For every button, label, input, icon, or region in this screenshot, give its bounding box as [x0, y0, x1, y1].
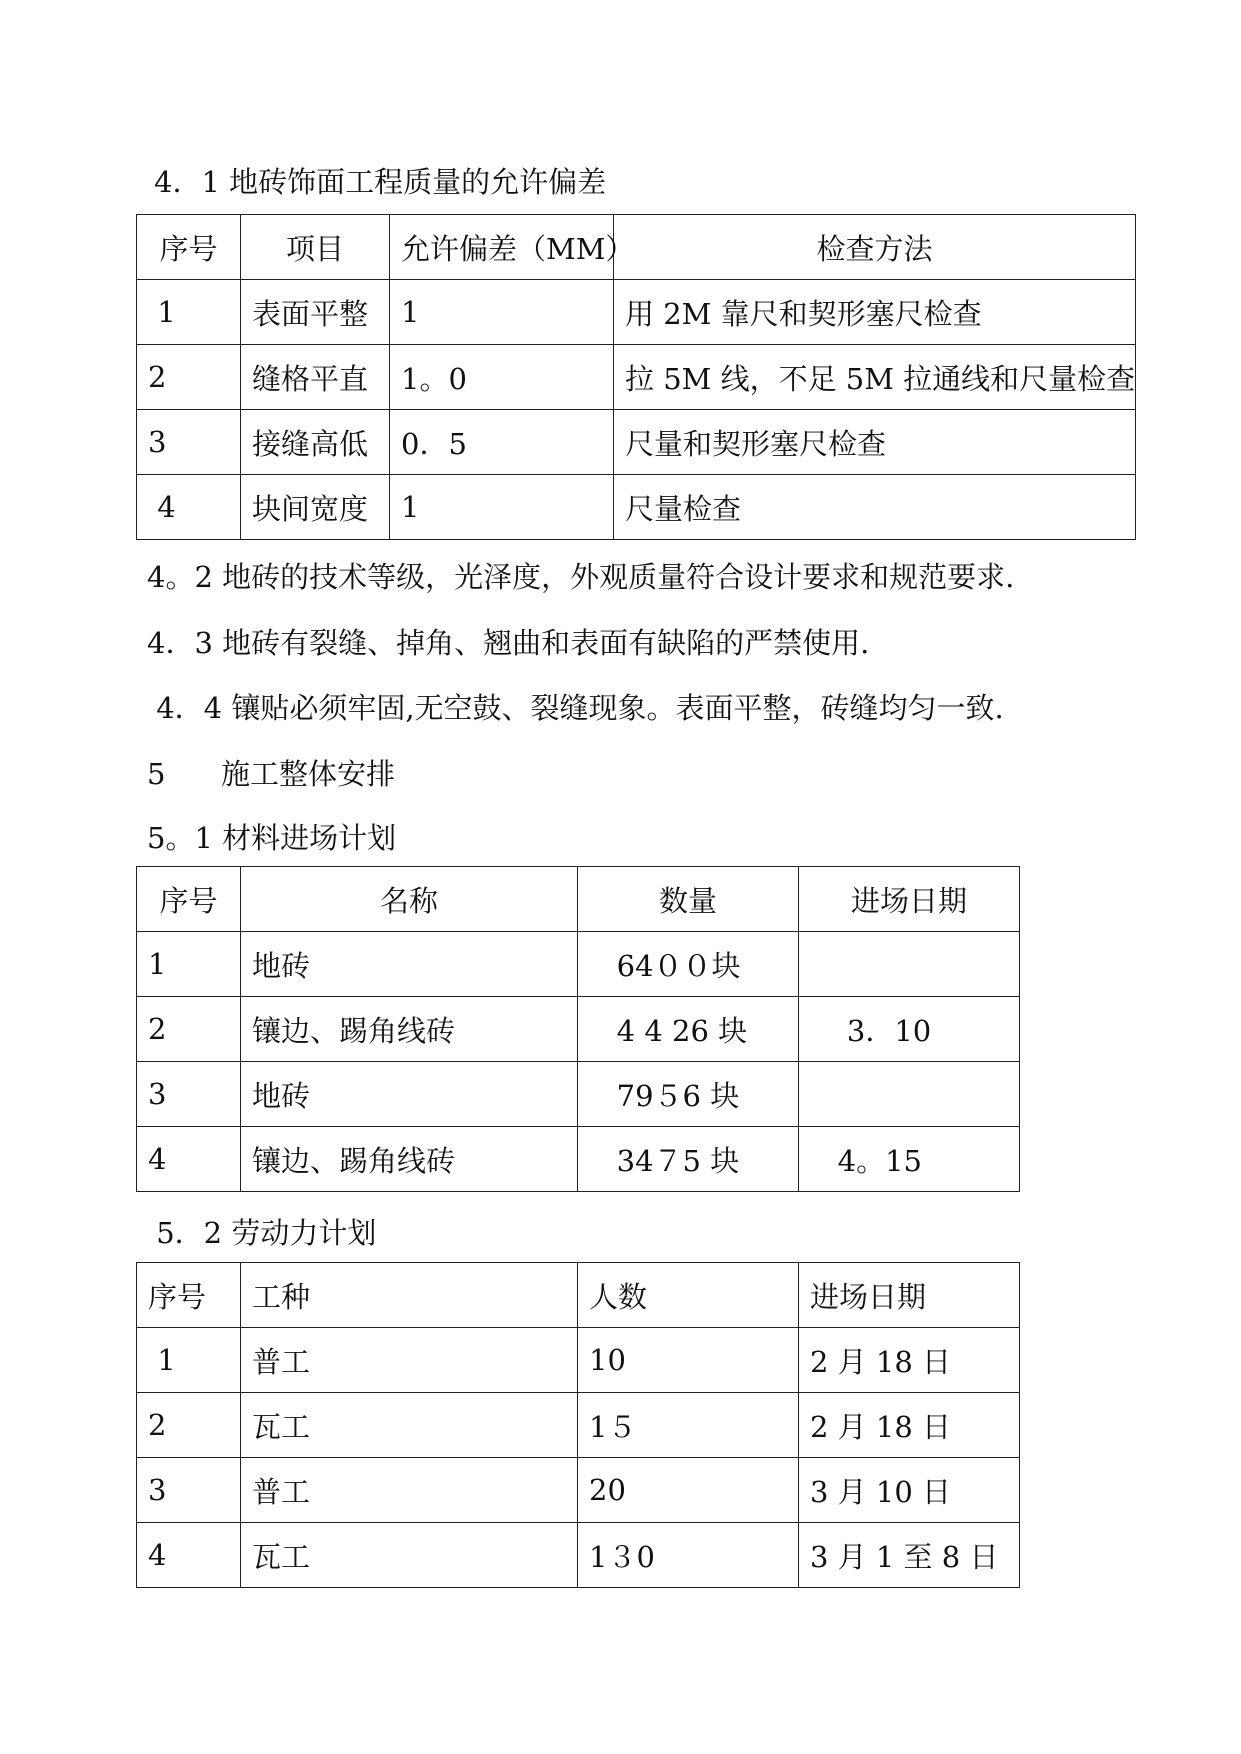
table-cell: 10	[578, 1328, 799, 1393]
table-cell: 3 月 10 日	[799, 1458, 1020, 1523]
table-cell: 2	[137, 345, 241, 410]
table-cell: 1３0	[578, 1523, 799, 1588]
table-cell: 镶边、踢角线砖	[241, 1127, 578, 1192]
section-4-4-text: 4．4 镶贴必须牢固,无空鼓、裂缝现象。表面平整，砖缝均匀一致.	[147, 691, 1004, 725]
table-header-row	[137, 215, 1136, 280]
table-row	[137, 932, 1020, 997]
table-cell: 3．10	[799, 997, 1020, 1062]
table-row	[137, 1393, 1020, 1458]
table-cell: 2	[137, 1393, 241, 1458]
table-cell: 1。0	[390, 345, 614, 410]
table-cell: 4	[137, 475, 241, 540]
table-row	[137, 1127, 1020, 1192]
table-cell: 1	[137, 932, 241, 997]
section-5-2-title: 5．2 劳动力计划	[147, 1216, 377, 1250]
table-header-row	[137, 867, 1020, 932]
table-cell: 1５	[578, 1393, 799, 1458]
table-header-row	[137, 1263, 1020, 1328]
section-4-3-text: 4．3 地砖有裂缝、掉角、翘曲和表面有缺陷的严禁使用.	[147, 626, 870, 660]
table-cell: 普工	[241, 1458, 578, 1523]
table-cell: 20	[578, 1458, 799, 1523]
table-cell: 缝格平直	[241, 345, 390, 410]
header-cell: 数量	[578, 867, 799, 932]
table-cell: 块间宽度	[241, 475, 390, 540]
table-cell: 1	[390, 475, 614, 540]
table-cell: 瓦工	[241, 1523, 578, 1588]
table-cell: 4。15	[799, 1127, 1020, 1192]
table-cell: 普工	[241, 1328, 578, 1393]
table-cell: 表面平整	[241, 280, 390, 345]
table-cell: 1	[137, 1328, 241, 1393]
table-cell: 3	[137, 1458, 241, 1523]
table-cell: 1	[137, 280, 241, 345]
table-row	[137, 1062, 1020, 1127]
header-cell: 序号	[137, 867, 241, 932]
table-cell: 4 4 26 块	[578, 997, 799, 1062]
table-cell: 接缝高低	[241, 410, 390, 475]
table-cell: 尺量检查	[614, 475, 1136, 540]
header-cell: 进场日期	[799, 867, 1020, 932]
header-cell: 人数	[578, 1263, 799, 1328]
table-row	[137, 345, 1136, 410]
header-cell: 名称	[241, 867, 578, 932]
table-cell: 0．5	[390, 410, 614, 475]
table-cell: 3	[137, 410, 241, 475]
table-cell: 地砖	[241, 1062, 578, 1127]
table-cell: 3	[137, 1062, 241, 1127]
table-cell: 2 月 18 日	[799, 1393, 1020, 1458]
table-cell: 镶边、踢角线砖	[241, 997, 578, 1062]
table-row	[137, 1458, 1020, 1523]
header-cell: 工种	[241, 1263, 578, 1328]
table-cell: 1	[390, 280, 614, 345]
section-4-2-text: 4。2 地砖的技术等级，光泽度，外观质量符合设计要求和规范要求.	[147, 560, 1015, 594]
labor-plan-table	[136, 1262, 1020, 1588]
table-row	[137, 1328, 1020, 1393]
table-row	[137, 280, 1136, 345]
table-row	[137, 1523, 1020, 1588]
table-cell: 4	[137, 1127, 241, 1192]
table-cell: 34７5 块	[578, 1127, 799, 1192]
tolerance-table	[136, 214, 1136, 540]
table-cell: 79５6 块	[578, 1062, 799, 1127]
table-cell	[799, 932, 1020, 997]
table-row	[137, 475, 1136, 540]
table-cell: 地砖	[241, 932, 578, 997]
table-cell: 瓦工	[241, 1393, 578, 1458]
table-cell: 64００块	[578, 932, 799, 997]
table-cell: 2	[137, 997, 241, 1062]
table-cell: 拉 5M 线，不足 5M 拉通线和尺量检查	[614, 345, 1136, 410]
header-cell: 允许偏差（MM）	[390, 215, 614, 280]
header-cell: 序号	[137, 215, 241, 280]
table-cell	[799, 1062, 1020, 1127]
section-4-1-title: 4．1 地砖饰面工程质量的允许偏差	[154, 165, 607, 199]
section-5-1-title: 5。1 材料进场计划	[147, 821, 397, 855]
table-cell: 尺量和契形塞尺检查	[614, 410, 1136, 475]
header-cell: 检查方法	[614, 215, 1136, 280]
table-cell: 4	[137, 1523, 241, 1588]
table-cell: 用 2M 靠尺和契形塞尺检查	[614, 280, 1136, 345]
section-5-title: 施工整体安排	[221, 757, 396, 791]
header-cell: 序号	[137, 1263, 241, 1328]
header-cell: 进场日期	[799, 1263, 1020, 1328]
table-row	[137, 410, 1136, 475]
table-row	[137, 997, 1020, 1062]
table-cell: 2 月 18 日	[799, 1328, 1020, 1393]
material-plan-table	[136, 866, 1020, 1192]
header-cell: 项目	[241, 215, 390, 280]
table-cell: 3 月 1 至 8 日	[799, 1523, 1020, 1588]
section-5-number: 5	[147, 757, 166, 791]
